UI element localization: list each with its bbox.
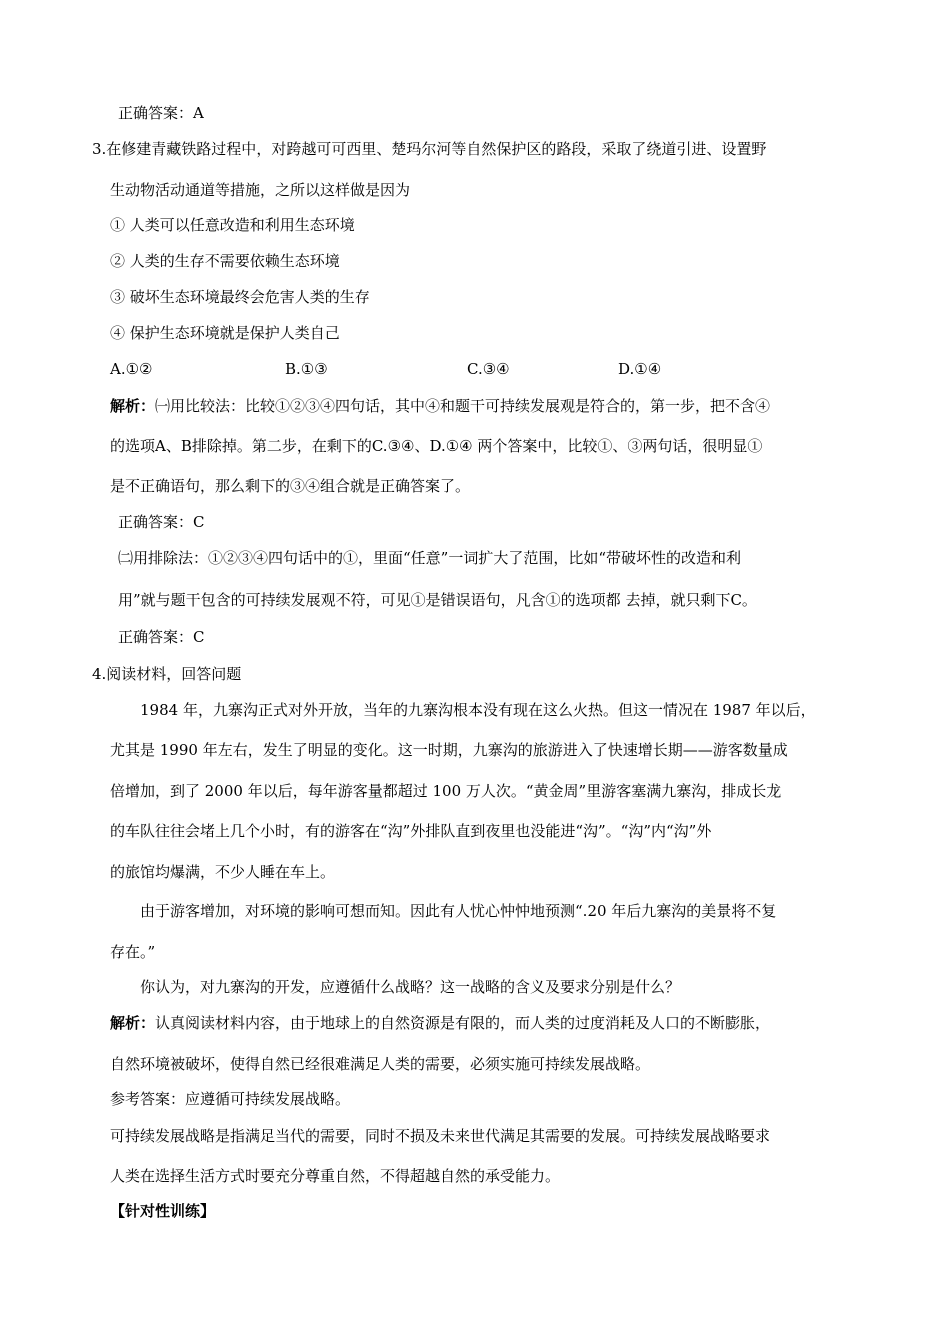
- reference-line-1: 可持续发展战略是指满足当代的需要，同时不损及未来世代满足其需要的发展。可持续发展战略要求: [110, 1127, 771, 1145]
- analysis-1-line-2: 的选项A、B排除掉。第二步，在剩下的C.③④、D.①④ 两个答案中，比较①、③两句话，很明显①: [110, 437, 763, 455]
- statement-2: ② 人类的生存不需要依赖生态环境: [110, 252, 340, 270]
- question-3-line-1: 3.在修建青藏铁路过程中，对跨越可可西里、楚玛尔河等自然保护区的路段，采取了绕道引进、设置野: [92, 140, 767, 158]
- statement-3: ③ 破坏生态环境最终会危害人类的生存: [110, 288, 370, 306]
- material-p1-line-5: 的旅馆均爆满，不少人睡在车上。: [110, 863, 336, 881]
- analysis-text: 认真阅读材料内容，由于地球上的自然资源是有限的，而人类的过度消耗及人口的不断膨胀，: [155, 1014, 771, 1032]
- option-a: A.①②: [110, 360, 153, 378]
- question-3-line-2: 生动物活动通道等措施，之所以这样做是因为: [110, 181, 411, 199]
- statement-4: ④ 保护生态环境就是保护人类自己: [110, 324, 340, 342]
- option-d: D.①④: [618, 360, 662, 378]
- analysis-1-line-1: [110, 396, 770, 416]
- material-p1-line-2: 尤其是 1990 年左右，发生了明显的变化。这一时期，九寨沟的旅游进入了快速增长期——游客数量成: [110, 741, 788, 759]
- material-p1-line-1: 1984 年，九寨沟正式对外开放，当年的九寨沟根本没有现在这么火热。但这一情况在 1987 年以后，: [140, 701, 816, 719]
- answer-line: 正确答案：C: [118, 628, 205, 646]
- option-c: C.③④: [467, 360, 510, 378]
- analysis-1-line-3: 是不正确语句，那么剩下的③④组合就是正确答案了。: [110, 477, 471, 495]
- material-p2-line-1: 由于游客增加，对环境的影响可想而知。因此有人忧心忡忡地预测“.20 年后九寨沟的美景将不复: [140, 902, 777, 920]
- analysis-text: ㈠用比较法：比较①②③④四句话，其中④和题干可持续发展观是符合的，第一步，把不含④: [155, 397, 771, 415]
- analysis-3-line-2: 自然环境被破坏，使得自然已经很难满足人类的需要，必须实施可持续发展战略。: [110, 1055, 651, 1073]
- section-heading: 【针对性训练】: [110, 1202, 216, 1220]
- material-p1-line-3: 倍增加，到了 2000 年以后，每年游客量都超过 100 万人次。“黄金周”里游客塞满九寨沟，排成长龙: [110, 782, 782, 800]
- analysis-2-line-2: 用”就与题干包含的可持续发展观不符，可见①是错误语句，凡含①的选项都 去掉，就只剩下C。: [118, 591, 757, 609]
- material-p1-line-4: 的车队往往会堵上几个小时，有的游客在“沟”外排队直到夜里也没能进“沟”。“沟”内“沟”外: [110, 822, 712, 840]
- statement-1: ① 人类可以任意改造和利用生态环境: [110, 216, 355, 234]
- answer-line: 正确答案：C: [118, 513, 205, 531]
- material-p2-line-2: 存在。”: [110, 943, 156, 961]
- answer-line: 正确答案：A: [118, 104, 204, 122]
- analysis-3-line-1: [110, 1013, 770, 1033]
- question-prompt: 你认为，对九寨沟的开发，应遵循什么战略？这一战略的含义及要求分别是什么？: [140, 978, 681, 996]
- reference-line-2: 人类在选择生活方式时要充分尊重自然，不得超越自然的承受能力。: [110, 1167, 561, 1185]
- analysis-label: 解析：: [110, 397, 156, 415]
- analysis-label: 解析：: [110, 1014, 156, 1032]
- analysis-2-line-1: ㈡用排除法：①②③④四句话中的①，里面“任意”一词扩大了范围，比如“带破坏性的改造和利: [118, 549, 742, 567]
- reference-answer: 参考答案：应遵循可持续发展战略。: [110, 1090, 351, 1108]
- option-b: B.①③: [285, 360, 328, 378]
- question-4: 4.阅读材料，回答问题: [92, 665, 242, 683]
